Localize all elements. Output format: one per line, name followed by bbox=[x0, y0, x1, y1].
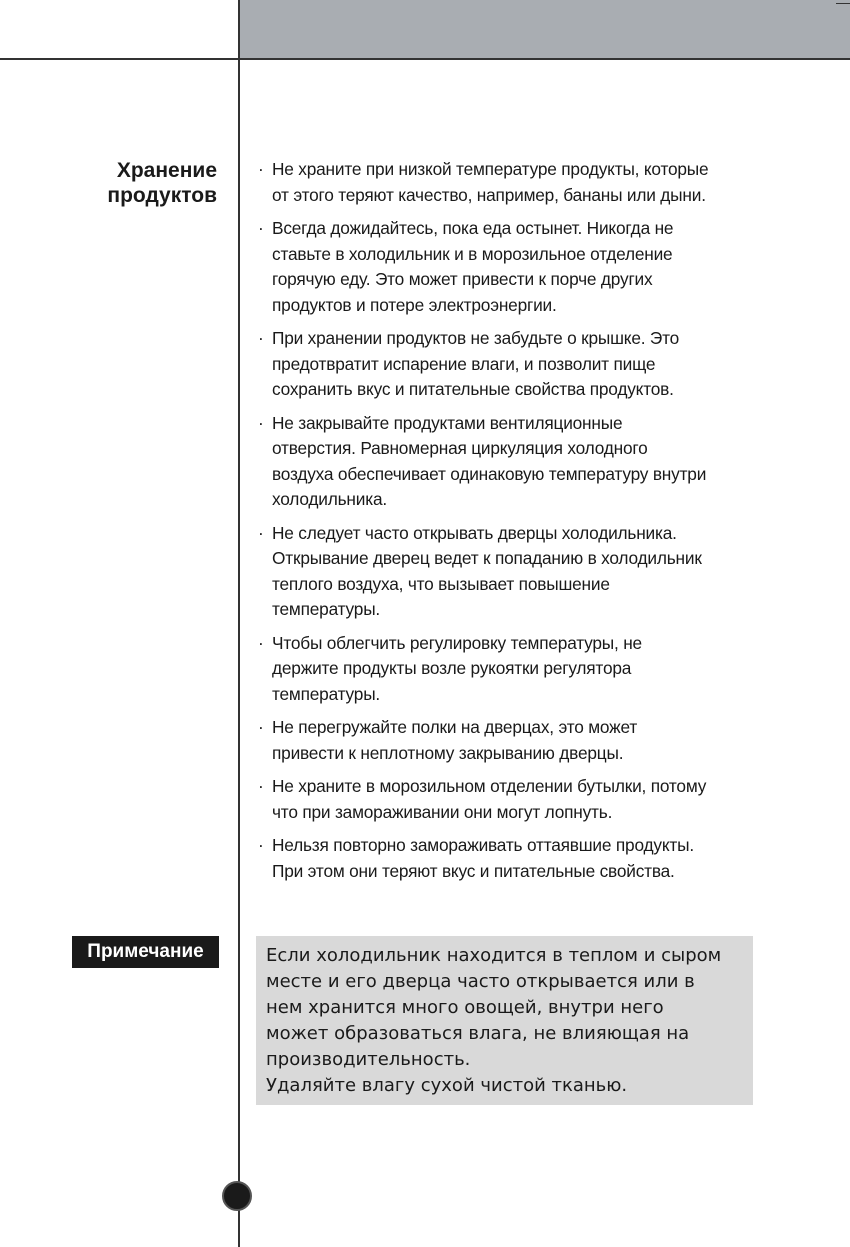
storage-tip-line: привести к неплотному закрыванию дверцы. bbox=[272, 742, 624, 763]
note-text-line: нем хранится много овощей, внутри него bbox=[266, 997, 664, 1018]
storage-tip-item bbox=[256, 833, 756, 884]
storage-tip-line: ставьте в холодильник и в морозильное отделение bbox=[272, 243, 673, 264]
bullet-marker: · bbox=[258, 632, 264, 653]
note-text-line: Если холодильник находится в теплом и сыром bbox=[266, 945, 722, 966]
storage-tip-line: Не закрывайте продуктами вентиляционные bbox=[272, 412, 623, 433]
note-text-line: может образоваться влага, не влияющая на bbox=[266, 1023, 690, 1044]
storage-tip-item bbox=[256, 631, 756, 708]
bullet-marker: · bbox=[258, 835, 264, 855]
storage-tip-line: горячую еду. Это может привести к порче других bbox=[272, 269, 653, 289]
storage-tip-item bbox=[256, 326, 756, 403]
section-title-line-2: продуктов bbox=[107, 184, 217, 207]
bullet-marker: · bbox=[258, 218, 264, 238]
storage-tip-line: сохранить вкус и питательные свойства продуктов. bbox=[272, 379, 674, 399]
note-text-line: месте и его дверца часто открывается или в bbox=[266, 971, 695, 992]
storage-tip-item bbox=[256, 216, 756, 318]
storage-tip-item bbox=[256, 521, 756, 623]
storage-tip-line: отверстия. Равномерная циркуляция холодного bbox=[272, 438, 648, 458]
header-band bbox=[239, 0, 850, 58]
bullet-marker: · bbox=[258, 159, 264, 179]
storage-tip-line: Не следует часто открывать дверцы холодильника. bbox=[272, 522, 677, 543]
bullet-marker: · bbox=[258, 412, 264, 433]
storage-tip-line: Открывание дверец ведет к попаданию в холодильник bbox=[272, 548, 702, 568]
storage-tip-line: Не храните в морозильном отделении бутылки, потому bbox=[272, 776, 707, 796]
note-label: Примечание bbox=[72, 936, 219, 968]
corner-mark bbox=[836, 3, 850, 4]
storage-tip-line: холодильника. bbox=[272, 489, 387, 509]
section-title-line-1: Хранение bbox=[116, 159, 217, 182]
storage-tip-line: воздуха обеспечивает одинаковую температуру внутри bbox=[272, 463, 707, 484]
vertical-rule bbox=[238, 0, 240, 1247]
storage-tip-line: При хранении продуктов не забудьте о крышке. Это bbox=[272, 328, 680, 348]
storage-tip-line: продуктов и потере электроэнергии. bbox=[272, 294, 557, 315]
storage-tip-line: Всегда дожидайтесь, пока еда остынет. Никогда не bbox=[272, 218, 674, 238]
storage-tip-item bbox=[256, 411, 756, 513]
section-title bbox=[20, 158, 217, 208]
storage-tip-line: Не перегружайте полки на дверцах, это может bbox=[272, 717, 638, 737]
page-marker-circle bbox=[222, 1181, 252, 1211]
storage-tip-line: Не храните при низкой температуре продукты, которые bbox=[272, 159, 709, 179]
storage-tip-line: температуры. bbox=[272, 599, 381, 619]
storage-tips-list bbox=[256, 157, 756, 892]
storage-tip-line: теплого воздуха, что вызывает повышение bbox=[272, 573, 610, 594]
note-text-line: Удаляйте влагу сухой чистой тканью. bbox=[266, 1075, 628, 1096]
storage-tip-line: от этого теряют качество, например, бананы или дыни. bbox=[272, 184, 706, 205]
storage-tip-item bbox=[256, 157, 756, 208]
bullet-marker: · bbox=[258, 776, 264, 796]
storage-tip-line: что при замораживании они могут лопнуть. bbox=[272, 801, 613, 822]
note-text-line: производительность. bbox=[266, 1049, 471, 1070]
bullet-marker: · bbox=[258, 522, 264, 543]
storage-tip-item bbox=[256, 774, 756, 825]
storage-tip-line: Нельзя повторно замораживать оттаявшие продукты. bbox=[272, 835, 694, 855]
storage-tip-item bbox=[256, 715, 756, 766]
bullet-marker: · bbox=[258, 717, 264, 737]
storage-tip-line: Чтобы облегчить регулировку температуры, не bbox=[272, 632, 642, 653]
storage-tip-line: При этом они теряют вкус и питательные свойства. bbox=[272, 860, 675, 881]
bullet-marker: · bbox=[258, 328, 264, 348]
storage-tip-line: температуры. bbox=[272, 683, 381, 704]
note-box bbox=[256, 936, 753, 1105]
storage-tip-line: держите продукты возле рукоятки регулятора bbox=[272, 658, 632, 678]
horizontal-rule bbox=[0, 58, 850, 60]
storage-tip-line: предотвратит испарение влаги, и позволит пище bbox=[272, 353, 656, 374]
